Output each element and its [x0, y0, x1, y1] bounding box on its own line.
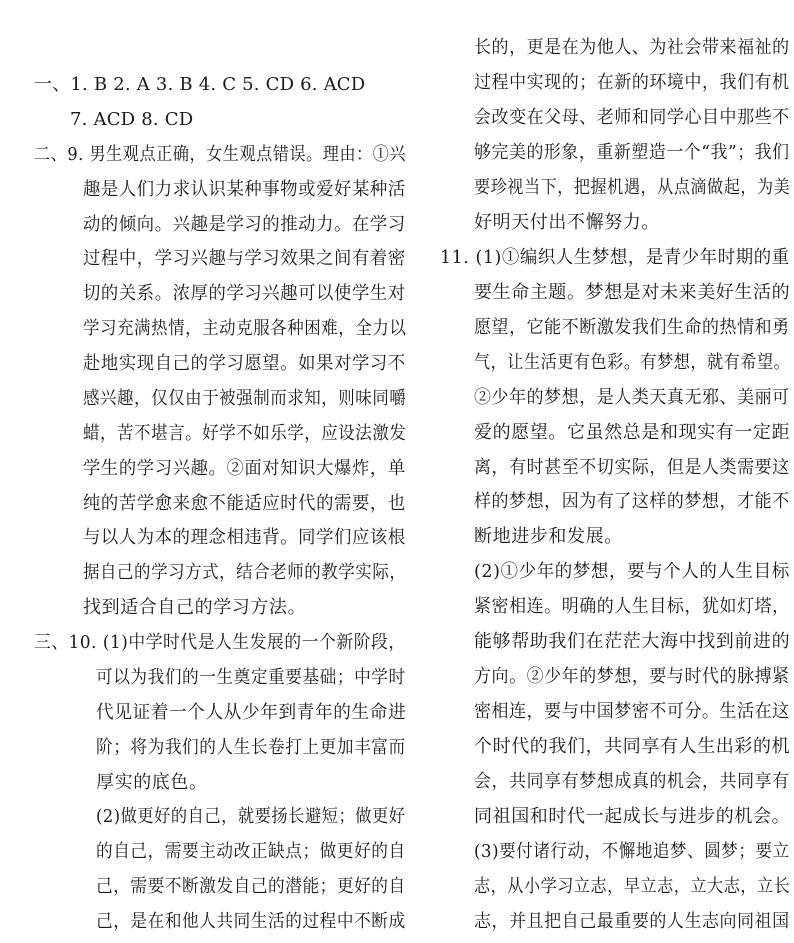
answer-line: 能够帮助我们在茫茫大海中找到前进的: [474, 631, 791, 652]
answer-line: 气，让生活更有色彩。有梦想，就有希望。: [474, 352, 791, 373]
answer-line: 己，是在和他人共同生活的过程中不断成: [96, 911, 406, 932]
answer-line: 己，需要不断激发自己的潜能；更好的自: [96, 876, 406, 897]
answer-line: (2)做更好的自己，就要扬长避短；做更好: [96, 806, 406, 827]
answer-line: 断地进步和发展。: [474, 526, 623, 547]
answer-line: 密相连，要与中国梦密不可分。生活在这: [474, 701, 790, 722]
answer-line: 样的梦想，因为有了这样的梦想，才能不: [474, 491, 790, 512]
answer-line: 二、9. 男生观点正确，女生观点错误。理由：①兴: [34, 144, 407, 165]
answer-line: (2)①少年的梦想，要与个人的人生目标: [474, 561, 790, 582]
answer-line: 可以为我们的一生奠定重要基础；中学时: [96, 667, 406, 688]
answer-line: 找到适合自己的学习方法。: [83, 597, 307, 618]
answer-line: 代见证着一个人从少年到青年的生命进: [96, 702, 407, 723]
answer-line-extra: 志，并且把自己最重要的人生志向同祖国: [474, 911, 790, 932]
answer-line: (3)要付诸行动，不懈地追梦、圆梦；要立: [474, 841, 790, 862]
answer-line: 一、1. B 2. A 3. B 4. C 5. CD 6. ACD: [34, 74, 366, 95]
answer-line: 切的关系。浓厚的学习兴趣可以使学生对: [83, 283, 406, 304]
answer-line: 三、10. (1)中学时代是人生发展的一个新阶段，: [34, 632, 406, 653]
answer-line: 够完美的形象，重新塑造一个“我”；我们: [474, 142, 790, 163]
answer-line: 长的，更是在为他人、为社会带来福祉的: [474, 37, 790, 58]
answer-line: 要生命主题。梦想是对未来美好生活的: [474, 282, 791, 303]
answer-line: 会改变在父母、老师和同学心目中那些不: [474, 107, 790, 128]
answer-line: 爱的愿望。它虽然总是和现实有一定距: [474, 422, 791, 443]
answer-line: 紧密相连。明确的人生目标，犹如灯塔，: [474, 596, 790, 617]
answer-line: 学生的学习兴趣。②面对知识大爆炸，单: [83, 458, 406, 479]
answer-line: 蜡，苦不堪言。好学不如乐学，应设法激发: [83, 423, 407, 444]
answer-line: 方向。②少年的梦想，要与时代的脉搏紧: [474, 666, 790, 687]
answer-line: ②少年的梦想，是人类天真无邪、美丽可: [474, 387, 790, 408]
answer-line: 同祖国和时代一起成长与进步的机会。: [474, 806, 791, 827]
answer-line: 7. ACD 8. CD: [70, 109, 194, 130]
answer-line: 与以人为本的理念相违背。同学们应该根: [83, 527, 406, 548]
answer-line: 个时代的我们，共同享有人生出彩的机: [474, 736, 791, 757]
answer-line: 纯的苦学愈来愈不能适应时代的需要，也: [83, 493, 406, 514]
answer-line: 趣是人们力求认识某种事物或爱好某种活: [83, 179, 406, 200]
answer-line: 厚实的底色。: [96, 772, 208, 793]
answer-line: 阶；将为我们的人生长卷打上更加丰富而: [96, 737, 406, 758]
answer-line: 据自己的学习方式，结合老师的教学实际，: [83, 562, 407, 583]
answer-line: 过程中，学习兴趣与学习效果之间有着密: [83, 248, 406, 269]
answer-line: 感兴趣，仅仅由于被强制而求知，则味同嚼: [83, 388, 407, 409]
answer-line: 志，从小学习立志，早立志，立大志，立长: [474, 876, 791, 897]
answer-line: 学习充满热情，主动克服各种困难，全力以: [83, 318, 407, 339]
answer-line: 的自己，需要主动改正缺点；做更好的自: [96, 841, 406, 862]
answer-line: 愿望，它能不断激发我们生命的热情和勇: [474, 317, 790, 338]
answer-line: 离，有时甚至不切实际，但是人类需要这: [474, 457, 790, 478]
answer-line: 过程中实现的；在新的环境中，我们有机: [474, 72, 790, 93]
answer-line: 好明天付出不懈努力。: [474, 212, 660, 233]
answer-line: 会，共同享有梦想成真的机会，共同享有: [474, 771, 790, 792]
answer-line: 赴地实现自己的学习愿望。如果对学习不: [83, 353, 406, 374]
answer-line: 要珍视当下，把握机遇，从点滴做起，为美: [474, 177, 791, 198]
answer-line: 动的倾向。兴趣是学习的推动力。在学习: [83, 214, 406, 235]
answer-line: 11. (1)①编织人生梦想，是青少年时期的重: [440, 247, 790, 268]
